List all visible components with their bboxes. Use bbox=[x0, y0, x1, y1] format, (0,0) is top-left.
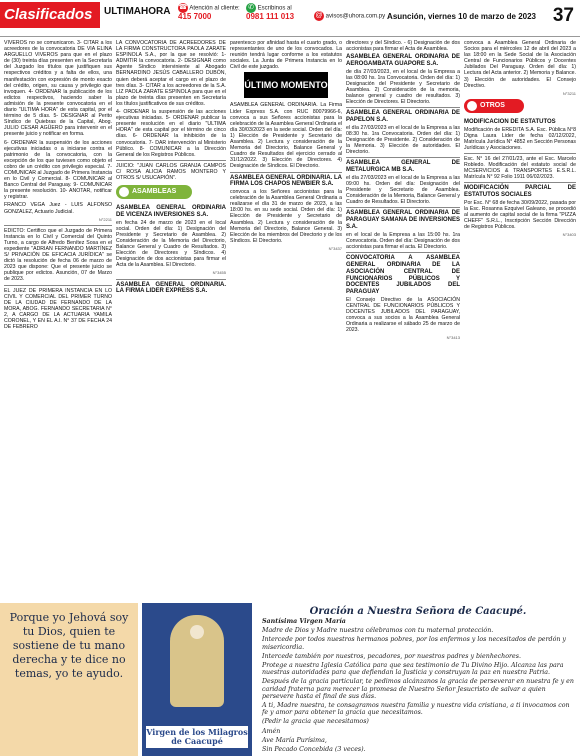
asamblea-text: El Consejo Directivo de la ASOCIACIÓN CENTRAL DE FUNCIONARIOS PÚBLICOS Y DOCENTES JUBILADOS DEL PARAGUAY, convoca a sus socios a la Asamblea General Ordinaria a realizarse el sábado 25 de marzo de 2023. bbox=[346, 296, 460, 334]
phone-icon: ☎ bbox=[178, 4, 188, 11]
ultimo-momento-banner: ÚLTIMO MOMENTO bbox=[244, 72, 328, 98]
edict-signoff: FRANCO VEGA Juez - LUIS ALFONSO GONZALEZ, Actuario Judicial. bbox=[4, 202, 112, 215]
tag-icon bbox=[467, 101, 477, 111]
otros-banner-slot bbox=[464, 97, 576, 117]
virgin-ad bbox=[142, 603, 252, 756]
asamblea-title: ASAMBLEA GENERAL ORDINARIA DE PARAGUAY SAMANA DE INVERSIONES S.A. bbox=[346, 210, 460, 231]
asamblea-title: ASAMBLEA GENERAL ORDINARIA. LA FIRMA LIDER EXPRESS S.A. bbox=[116, 281, 226, 295]
edict-text: 6- ORDENAR la suspensión de los acciones ejecutivas iniciadas o a iniciarse contra el patrimonio de la convocatoria, con la excepción de los que tuviesen como objeto el cobro de un crédito con privilegio especial. 7- COMUNICAR al Juzgado de Primera Instancia en lo Civil y Comercial. 8- COMUNICAR al Banco Central del Paraguay. 9- COMUNICAR la presente resolución. 10- ANOTAR, notificar y registrar. bbox=[4, 139, 112, 201]
divider bbox=[346, 252, 460, 253]
divider bbox=[4, 225, 112, 226]
asamblea-text: de día 27/03/2023, en el local de la Empresa a las 08:00 hs. 1ra Convocatoria. Orden del día: 1) Designación del Presidente y Secretario de Asamblea. 2) Consideración de la memoria, balance general y cuadro de resultados. 3) Elección de Directores. El Directorio. bbox=[346, 68, 460, 106]
phone-number[interactable]: 415 7000 bbox=[178, 12, 212, 22]
divider bbox=[346, 157, 460, 158]
asamblea-text: directores y del Síndico. - 6) Designación de dos accionistas para firmar el Acta de Asamblea. bbox=[346, 40, 460, 53]
notice-title: MODIFICACION DE ESTATUTOS bbox=[464, 118, 556, 125]
virgin-caption: Virgen de los Milagros de Caacupé bbox=[146, 727, 248, 746]
column-3 bbox=[230, 40, 342, 600]
prayer-closing: Sin Pecado Concebida (3 veces). bbox=[262, 746, 366, 754]
email-contact bbox=[314, 11, 385, 21]
prayer-paragraph: A ti, Madre nuestra, te consagramos nuestra familia y nuestra vida cristiana, a ti invocamos con fe y amor para obtener la gracia que necesitamos. bbox=[262, 702, 570, 717]
asambleas-banner-slot bbox=[116, 183, 226, 203]
whatsapp-icon: ✆ bbox=[246, 3, 256, 13]
ultimo-momento-slot bbox=[230, 72, 342, 100]
section-title: Clasificados bbox=[0, 2, 100, 28]
edict-signoff: JUICIO: "JUAN CARLOS GRANJA CAMPOS C/ ROSA ALICIA RAMOS MONTERO Y OTROS S/ USUCAPIÓN". bbox=[116, 162, 226, 181]
asamblea-text: convoca a los Señores accionistas para la celebración de la Asamblea General Ordinaria a realizarse el día 31 de marzo de 2023, a las 18:00 hs. en su sede social. Orden del día: 1) Elección de Presidente y Secretario de Asamblea. 2) Lectura y consideración de la Memoria del Directorio, Balance General. 3) Elección de los miembros del Directorio y de los Síndicos. El Directorio. bbox=[230, 189, 342, 244]
divider bbox=[4, 285, 112, 286]
notice-text: Modificación de EREDITA S.A. Esc. Pública N°8 Digna Laura Lider de fecha 02/12/2022, Matrícula Jurídica N° 4852 en Sección Personas Jurídicas y Asociaciones. bbox=[464, 126, 576, 151]
asamblea-text: el día 27/03/2023 en el local de la Empresa a las 08:30 hs. 1ra Convocatoria. Orden del día: 1) Designación de Presidente. 2) Consideración de la Memoria. 3) Elección de autoridades. El Directorio. bbox=[346, 124, 460, 156]
asamblea-title: CONVOCATORIA A ASAMBLEA GENERAL ORDINARIA DE LA ASOCIACIÓN CENTRAL DE FUNCIONARIOS PÚBLICOS Y DOCENTES JUBILADOS DEL PARAGUAY bbox=[346, 255, 460, 296]
ad-reference: N°3455 bbox=[212, 270, 226, 276]
prayer-paragraph: Intercede también por nuestros, pecadores, por nuestros padres y bienhechores. bbox=[262, 652, 521, 660]
asamblea-text: convoca a Asamblea General Ordinaria de Socios para el miércoles 12 de abril del 2023 a las 18:00 en la Sede Social de la Asociación Central de Funcionarios Públicos y Docentes Jubilados Del Paraguay. Orden del día: 1) Lectura del Acta anterior. 2) Memoria y Balance. 3) Elección de autoridades. El Consejo Directivo. bbox=[464, 40, 576, 89]
ad-reference: N°3437 bbox=[328, 245, 342, 251]
asamblea-title: ASAMBLEA GENERAL ORDINARIA. LA FIRMA LOS CHAPOS NEWBIER S.A. bbox=[230, 174, 342, 188]
asambleas-banner bbox=[116, 185, 192, 199]
brand-logo: ULTIMAHORA bbox=[104, 6, 171, 17]
whatsapp-number[interactable]: 0981 111 013 bbox=[246, 12, 295, 22]
verse-text: Porque yo Jehová soy tu Dios, quien te sostiene de tu mano derecha y te dice no temas, yo te ayudo. bbox=[9, 611, 129, 680]
ad-reference: N°2211 bbox=[98, 216, 112, 222]
asamblea-text: en el local de la Empresa a las 15:00 hs. 1ra Convocatoria. Orden del día: Designación de dos accionistas para firmar el acta. El Directorio. bbox=[346, 231, 460, 251]
prayer-paragraph: Protege a nuestra Iglesia Católica para que sea testimonio de Tu Divino Hijo. Alcanza las para nuestras autoridades para que defiendan la Justicia y construyan la paz en nuestra Patria. bbox=[262, 662, 564, 677]
column-1 bbox=[4, 40, 112, 600]
page-header bbox=[0, 0, 580, 37]
edict-text: parentesco por afinidad hasta el cuarto grado, o representantes de uno de los convocados. La reunión tendrá lugar conforme a los estatutos sociales. La Junta de Primera Instancia en lo Civil de este juzgado. bbox=[230, 40, 342, 71]
column-4 bbox=[346, 40, 460, 600]
email-icon: @ bbox=[315, 12, 323, 19]
asamblea-title: ASAMBLEA GENERAL ORDINARIA DE PAPELON S.A. bbox=[346, 110, 460, 124]
ad-reference: N°3403 bbox=[562, 232, 576, 238]
divider bbox=[464, 182, 576, 183]
divider bbox=[346, 107, 460, 108]
prayer-paragraph: (Pedir la gracia que necesitamos) bbox=[262, 718, 369, 726]
edict-text: LA CONVOCATORIA DE ACREEDORES DE LA FIRMA CONSTRUCTORA PAOLA ZARATE ESPINOLA S.A., por la que se resolvió: 1- ADMITIR la convocatoria. 2- DESIGNAR como Agente Síndico interviniente al Abogado BERNARDINO JESÚS CABALLERO DUBÓN, quien deberá aceptar el cargo en el plazo de tres días. 3- CITAR a los acreedores de la S.A. LIZ PAOLA ZARATE ESPINOLA para que en el plazo de treinta días presenten en Secretaría los títulos justificativos de sus créditos. bbox=[116, 40, 226, 107]
divider bbox=[116, 279, 226, 280]
notice-text: Esc. N° 16 del 27/01/23, ante el Esc. Marcelo Robledo. Modificación del estatuto social de MCSERVICIOS & TRANSPORTES E.S.R.L. Matrícula N° 92 Folio 1911 06/02/2023. bbox=[464, 156, 576, 181]
phone-label: Atención al cliente: bbox=[189, 5, 240, 12]
asamblea-text: el día 27/03/2023 en el local de la Empresa a las 09:00 hs. Orden del día: Designación del Presidente y Secretario de Asamblea. Consideración de la Memoria, Balance General y Cuadro de Resultados. El Directorio. bbox=[346, 175, 460, 206]
asamblea-text: en fecha 24 de marzo de 2023 en el local social. Orden del día: 1) Designación del Presidente y Secretario de Asamblea. 2) Consideración de la Memoria del Directorio, Balance General y Cuadro de Resultados. 3) Elección de Directores y Síndicos. 4) Designación de dos accionistas para firmar el Acta de la Asamblea. El Directorio. bbox=[116, 219, 226, 269]
prayer-title: Oración a Nuestra Señora de Caacupé. bbox=[309, 606, 527, 617]
edict-text: VIVEROS no se comunicaron. 3- CITAR a los acreedores de la convocatoria DE VIA ELINA ARGUELLO VIVEROS para que en el plazo de (30) treinta días presenten en la Secretaría del Juzgado los títulos que justifiquen sus respectivos créditos y a falta de ellos, una manifestación con expresión de monto exacto del crédito, origen, su causa y privilegio que invoquen. 4- ORDENAR la publicación de los edictos respectivos, haciendo saber la admisión de la presente convocatoria en el diario "ULTIMA HORA" de esta capital, por el término de 5 días. 5- DESIGNAR al Perito Síndico de Quiebras de la Capital, Abog. JULIO CESAR AGÜERO para intervenir en el presente juicio y notificar en forma. bbox=[4, 40, 112, 138]
bible-verse-ad bbox=[0, 603, 138, 756]
page-number: 37 bbox=[552, 5, 574, 26]
notice-title: MODIFICACIÓN PARCIAL DE ESTATUTOS SOCIALES bbox=[464, 185, 576, 199]
ad-reference: N°3211 bbox=[562, 90, 576, 96]
divider bbox=[346, 207, 460, 208]
whatsapp-contact bbox=[246, 3, 294, 23]
divider bbox=[230, 172, 342, 173]
divider bbox=[464, 153, 576, 154]
issue-date: Asunción, viernes 10 de marzo de 2023 bbox=[387, 12, 536, 21]
whatsapp-label: Escribinos al bbox=[257, 5, 292, 12]
asamblea-title: ASAMBLEA GENERAL ORDINARIA DE VICENZA INVERSIONES S.A. bbox=[116, 205, 226, 218]
asamblea-text: ASAMBLEA GENERAL ORDINARIA. La Firma Lider Express S.A. con RUC 80079966-6, convoca a sus Señores accionistas para la celebración de la Asamblea General Ordinaria el día 30/03/2023 en la sede social. Orden del día: 1) Elección de Presidente y Secretario de Asamblea. 2) Lectura y consideración de la Memoria del Directorio, Balance General y Cuadro de Resultados del ejercicio cerrado al 31/12/2022. 3) Elección de Directores. 4) Designación de Síndicos. El Directorio. bbox=[230, 102, 342, 170]
column-5 bbox=[464, 40, 576, 600]
phone-contact bbox=[178, 3, 240, 23]
prayer-subtitle: Santísima Virgen María bbox=[262, 618, 346, 625]
otros-banner bbox=[464, 99, 524, 113]
prayer-ave: Ave María Purísima, bbox=[262, 736, 327, 744]
prayer-paragraph: Intercede por todos nuestros hermanos pobres, por los enfermos y los necesitados de perdón y misericordia. bbox=[262, 636, 566, 651]
ad-reference: N°3413 bbox=[446, 335, 460, 341]
asamblea-title: ASAMBLEA GENERAL DE METALURGICA MB S.A. bbox=[346, 160, 460, 174]
edict-text: 4- ORDENAR la suspensión de las acciones ejecutivas iniciadas. 5- ORDENAR publicar la presente resolución en el diario "ULTIMA HORA" de esta capital por el término de cinco días. 6- ORDENAR la inhibición de la convocatoria. 7- DAR intervención al Ministerio Público. 8- COMUNICAR a la Dirección General de los Registros Públicos. bbox=[116, 109, 226, 158]
virgin-image bbox=[170, 615, 224, 707]
column-2 bbox=[116, 40, 226, 600]
prayer-paragraph: Madre de Dios y Madre nuestra célebramos con tu maternal protección. bbox=[262, 627, 494, 635]
edict-text: EL JUEZ DE PRIMERA INSTANCIA EN LO CIVIL Y COMERCIAL DEL PRIMER TURNO DE LA CIUDAD DE FERNANDO DE LA MORA, ABOG. FERNANDO SECRETARIA N° 2, A CARGO DE LA ACTUARIA YAMILA CORONEL, Y EN EL A.I. N° 37 DE FECHA 24 DE FEBRERO bbox=[4, 287, 112, 331]
prayer-ad bbox=[256, 603, 580, 756]
calendar-icon bbox=[119, 187, 129, 197]
email-address[interactable]: avisos@uhora.com.py bbox=[325, 13, 386, 20]
banner-label: OTROS bbox=[480, 101, 505, 109]
notice-text: Por Esc. N° 68 de fecha 30/09/2022, pasada por la Esc. Rosanna Ezquivel Galeano, se procedió al aumento de capital social de la firma "PIZZA CHEFF" S.R.L., Inscripción Sección Dirección de Registros Públicos. bbox=[464, 199, 576, 231]
prayer-amen: Amén bbox=[262, 727, 281, 735]
banner-label: ASAMBLEAS bbox=[132, 188, 177, 196]
edict-text: EDICTO: Certifico que el Juzgado de Primera Instancia en lo Civil y Comercial del Quinto Turno, a cargo de Alfredo Benítez Sosa en el expediente "ADRIAN FERNANDO MARTÍNEZ S/ PRIVACIÓN DE EFICACIA JURÍDICA" se dictó la resolución de fecha 06 de marzo de 2023 que dispone: Que el presente juicio se publique por edictos. Asunción, 07 de Marzo de 2023. bbox=[4, 227, 112, 283]
divider bbox=[116, 160, 226, 161]
prayer-paragraph: Después de la gracia particular, te pedimos alcánzanos la gracia de perseverar en nuestra fe y en caridad fraterna para merecer la promesa de Nuestro Señor Jesucristo de salvar a quien persevere hasta el final de sus días. bbox=[262, 678, 574, 700]
asamblea-title: ASAMBLEA GENERAL ORDINARIA DE AEROGAMBATA GUAPORE S.A. bbox=[346, 54, 460, 67]
